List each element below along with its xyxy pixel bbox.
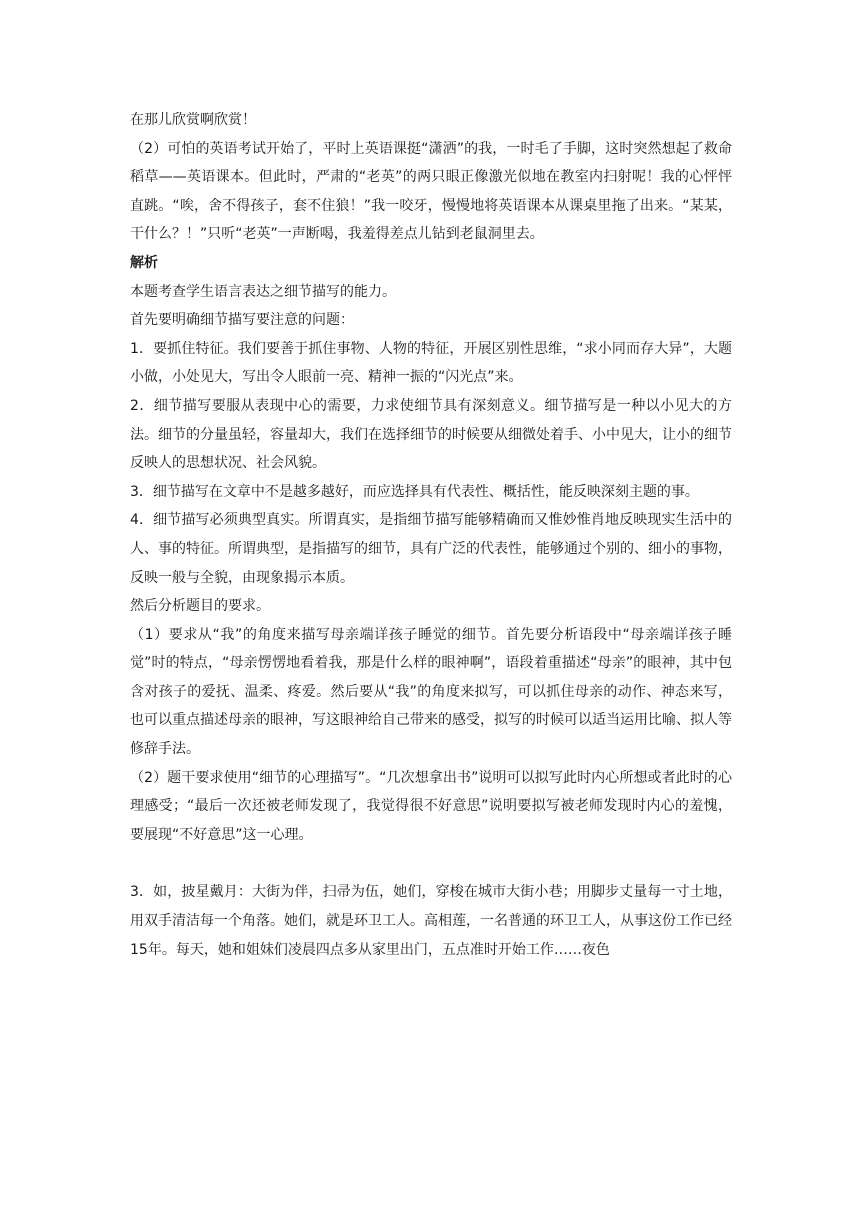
requirement-2: （2）题干要求使用“细节的心理描写”。“几次想拿出书”说明可以拟写此时内心所想或者此时的心理感受；“最后一次还被老师发现了，我觉得很不好意思”说明要拟写被老师发现时内心的羞愧，要展现“不好意思”这一心理。 (130, 769, 732, 843)
requirements-lead: 然后分析题目的要求。 (130, 598, 270, 615)
answer-continuation: 在那儿欣赏啊欣赏！ (130, 112, 256, 128)
analysis-point-3: 3．细节描写在文章中不是越多越好，而应选择具有代表性、概括性，能反映深刻主题的事。 (130, 483, 699, 500)
paragraph-gap (130, 849, 732, 878)
requirement-1: （1）要求从“我”的角度来描写母亲端详孩子睡觉的细节。首先要分析语段中“母亲端详孩子睡觉”时的特点，“母亲愣愣地看着我，那是什么样的眼神啊”，语段着重描述“母亲”的眼神，其中包含对孩子的爱抚、温柔、疼爱。然后要从“我”的角度来拟写，可以抓住母亲的动作、神态来写，也可以重点描述母亲的眼神，写这眼神给自己带来的感受，拟写的时候可以适当运用比喻、拟人等修辞手法。 (130, 626, 732, 758)
analysis-point-4: 4．细节描写必须典型真实。所谓真实，是指细节描写能够精确而又惟妙惟肖地反映现实生活中的人、事的特征。所谓典型，是指描写的细节，具有广泛的代表性，能够通过个别的、细小的事物，反映一般与全貌，由现象揭示本质。 (130, 512, 732, 586)
document-page (130, 106, 732, 964)
analysis-intro: 本题考查学生语言表达之细节描写的能力。 (130, 283, 396, 300)
analysis-heading: 解析 (130, 254, 158, 271)
answer-part-2: （2）可怕的英语考试开始了，平时上英语课挺“潇洒”的我，一时毛了手脚，这时突然想起了救命稻草——英语课本。但此时，严肃的“老英”的两只眼正像激光似地在教室内扫射呢！我的心怦怦直跳。“唉，舍不得孩子，套不住狼！”我一咬牙，慢慢地将英语课本从课桌里拖了出来。“某某，干什么？！”只听“老英”一声断喝，我羞得差点儿钻到老鼠洞里去。 (130, 140, 732, 243)
analysis-point-2: 2．细节描写要服从表现中心的需要，力求使细节具有深刻意义。细节描写是一种以小见大的方法。细节的分量虽轻，容量却大，我们在选择细节的时候要从细微处着手、小中见大，让小的细节反映人的思想状况、社会风貌。 (130, 397, 732, 472)
question-3-answer: 3．如，披星戴月：大街为伴，扫帚为伍，她们，穿梭在城市大街小巷；用脚步丈量每一寸土地，用双手清洁每一个角落。她们，就是环卫工人。高相莲，一名普通的环卫工人，从事这份工作已经15年。每天，她和姐妹们凌晨四点多从家里出门，五点准时开始工作……夜色 (130, 884, 732, 958)
analysis-point-1: 1．要抓住特征。我们要善于抓住事物、人物的特征，开展区别性思维，“求小同而存大异”，大题小做，小处见大，写出令人眼前一亮、精神一振的“闪光点”来。 (130, 340, 732, 386)
analysis-lead: 首先要明确细节描写要注意的问题： (130, 312, 354, 329)
